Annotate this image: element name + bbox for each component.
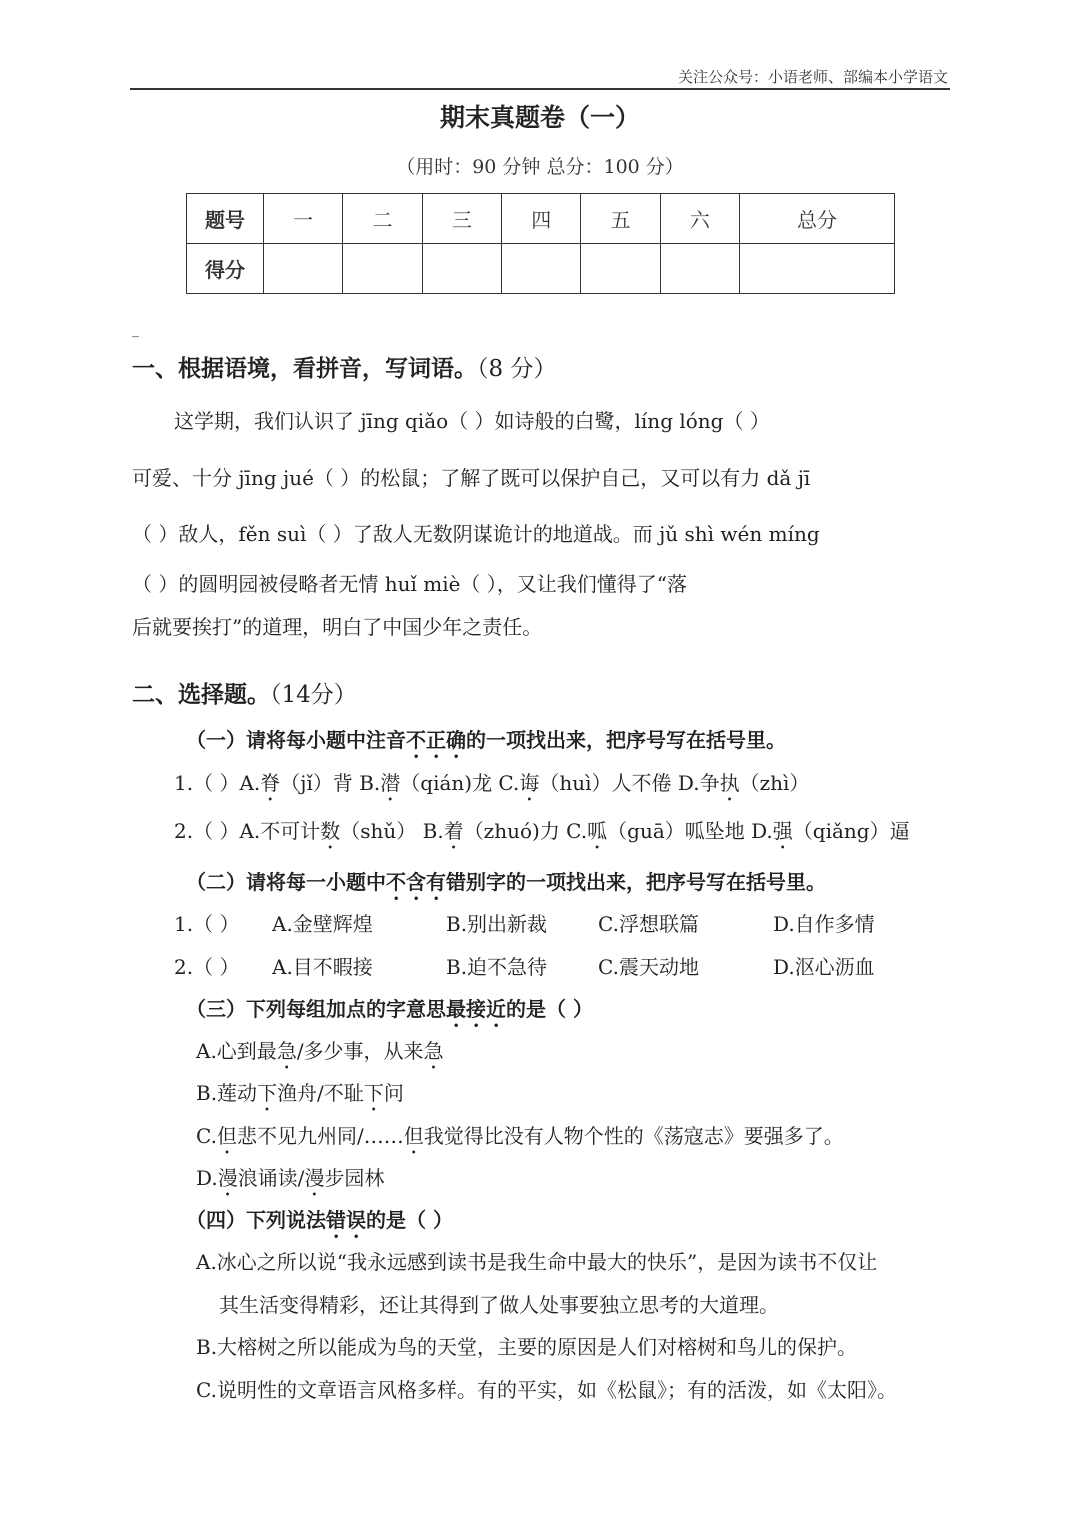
question-number-label: 题号 bbox=[187, 194, 264, 244]
section-1-heading bbox=[132, 350, 556, 383]
q-text: （qián)龙 C. bbox=[400, 771, 520, 795]
col-5: 五 bbox=[581, 194, 660, 244]
dotted-char: 数 bbox=[320, 819, 341, 843]
part-1-heading-pre: （一）请将每小题中注音 bbox=[186, 728, 406, 752]
col-total: 总分 bbox=[740, 194, 895, 244]
col-2: 二 bbox=[343, 194, 422, 244]
score-cell-total[interactable] bbox=[740, 244, 895, 294]
part-3-option-c bbox=[196, 1120, 844, 1159]
dotted-char: 潜 bbox=[380, 771, 401, 795]
dotted-char: 漫 bbox=[217, 1166, 238, 1190]
q-text: （huì）人不倦 D.争 bbox=[539, 771, 720, 795]
opt-text: 问 bbox=[383, 1081, 404, 1105]
score-cell-6[interactable] bbox=[660, 244, 739, 294]
part-4-heading-pre: （四）下列说法 bbox=[186, 1208, 326, 1232]
dotted-char: 但 bbox=[216, 1124, 237, 1148]
part-3-option-b bbox=[196, 1077, 404, 1116]
dotted-char: 呱 bbox=[587, 819, 608, 843]
part-4-heading bbox=[186, 1204, 453, 1243]
part-1-question-1 bbox=[174, 767, 809, 806]
dotted-char: 急 bbox=[276, 1039, 297, 1063]
page-title: 期末真题卷（一） bbox=[439, 103, 640, 132]
score-table bbox=[186, 193, 895, 294]
part-1-heading-post: 的一项找出来，把序号写在括号里。 bbox=[466, 728, 786, 752]
opt-text: 悲不见九州同/…… bbox=[236, 1124, 404, 1148]
section-2-title: 二、选择题。 bbox=[132, 682, 270, 708]
header-note: 关注公众号：小语老师、部编本小学语文 bbox=[677, 68, 948, 86]
score-table-score-row bbox=[187, 244, 895, 294]
part-2-q1-option-b: B.别出新裁 bbox=[446, 912, 548, 936]
part-2-q1-option-c: C.浮想联篇 bbox=[598, 912, 699, 936]
stray-mark: _ bbox=[132, 322, 139, 338]
part-2-q2-option-c: C.震天动地 bbox=[598, 955, 699, 979]
part-1-question-2 bbox=[174, 815, 910, 854]
section-2-points: （14分） bbox=[270, 682, 357, 708]
part-2-q2-option-b: B.迫不急待 bbox=[446, 955, 548, 979]
dotted-char: 着 bbox=[443, 819, 464, 843]
q-text: （shǔ） B. bbox=[340, 819, 444, 843]
opt-text: 我觉得比没有人物个性的《荡寇志》要强多了。 bbox=[423, 1124, 844, 1148]
q-text: （zhuó)力 C. bbox=[463, 819, 588, 843]
opt-text: B.莲动 bbox=[196, 1081, 258, 1105]
part-3-option-a bbox=[196, 1035, 444, 1074]
part-2-q2-option-a: A.目不暇接 bbox=[272, 955, 373, 979]
score-label: 得分 bbox=[187, 244, 264, 294]
part-3-heading-post: 的是（ ） bbox=[506, 997, 593, 1021]
part-2-q2-prefix: 2.（ ） bbox=[174, 955, 240, 979]
q-text: （qiǎng）逼 bbox=[792, 819, 910, 843]
section-2-heading bbox=[132, 676, 357, 709]
opt-text: 浪诵读/ bbox=[237, 1166, 305, 1190]
part-3-heading-pre: （三）下列每组加点的字意思 bbox=[186, 997, 446, 1021]
part-4-option-a-line-1: A.冰心之所以说“我永远感到读书是我生命中最大的快乐”，是因为读书不仅让 bbox=[196, 1250, 878, 1274]
part-1-heading bbox=[186, 724, 786, 763]
score-cell-5[interactable] bbox=[581, 244, 660, 294]
part-4-option-c: C.说明性的文章语言风格多样。有的平实，如《松鼠》；有的活泼，如《太阳》。 bbox=[196, 1378, 897, 1402]
part-4-heading-emphasis: 错误 bbox=[326, 1208, 366, 1232]
section-1-line-3: （ ）敌人，fěn suì（ ）了敌人无数阴谋诡计的地道战。而 jǔ shì wén míng bbox=[132, 522, 820, 546]
dotted-char: 但 bbox=[403, 1124, 424, 1148]
dotted-char: 强 bbox=[772, 819, 793, 843]
part-3-heading bbox=[186, 993, 593, 1032]
score-cell-3[interactable] bbox=[422, 244, 501, 294]
part-4-heading-post: 的是（ ） bbox=[366, 1208, 453, 1232]
part-1-heading-emphasis: 不正确 bbox=[406, 728, 466, 752]
part-3-heading-emphasis: 最接近 bbox=[446, 997, 506, 1021]
section-1-points: （8 分） bbox=[477, 356, 557, 382]
part-2-heading bbox=[186, 866, 826, 905]
part-2-q1-option-d: D.自作多情 bbox=[773, 912, 875, 936]
exam-info: （用时：90 分钟 总分：100 分） bbox=[396, 156, 684, 178]
part-2-heading-emphasis: 不含有 bbox=[386, 870, 446, 894]
part-2-q1-prefix: 1.（ ） bbox=[174, 912, 240, 936]
q-text: （zhì） bbox=[739, 771, 810, 795]
col-4: 四 bbox=[502, 194, 581, 244]
dotted-char: 诲 bbox=[519, 771, 540, 795]
opt-text: 步园林 bbox=[324, 1166, 385, 1190]
header-divider bbox=[130, 88, 950, 90]
dotted-char: 脊 bbox=[260, 771, 281, 795]
col-3: 三 bbox=[422, 194, 501, 244]
section-1-line-5: 后就要挨打”的道理，明白了中国少年之责任。 bbox=[132, 615, 543, 639]
part-2-heading-post: 错别字的一项找出来，把序号写在括号里。 bbox=[446, 870, 826, 894]
score-cell-4[interactable] bbox=[502, 244, 581, 294]
section-1-title: 一、根据语境，看拼音，写词语。 bbox=[132, 356, 477, 382]
dotted-char: 漫 bbox=[304, 1166, 325, 1190]
dotted-char: 执 bbox=[719, 771, 740, 795]
part-2-heading-pre: （二）请将每一小题中 bbox=[186, 870, 386, 894]
section-1-line-4: （ ）的圆明园被侵略者无情 huǐ miè（ ），又让我们懂得了“落 bbox=[132, 572, 688, 596]
part-3-option-d bbox=[196, 1162, 384, 1201]
dotted-char: 下 bbox=[363, 1081, 384, 1105]
q-text: 2.（ ）A.不可计 bbox=[174, 819, 321, 843]
q-text: （jǐ）背 B. bbox=[280, 771, 381, 795]
part-2-q1-option-a: A.金壁辉煌 bbox=[272, 912, 373, 936]
opt-text: /多少事，从来 bbox=[296, 1039, 424, 1063]
opt-text: C. bbox=[196, 1124, 217, 1148]
part-2-q2-option-d: D.沤心沥血 bbox=[773, 955, 875, 979]
part-4-option-a-line-2: 其生活变得精彩，还让其得到了做人处事要独立思考的大道理。 bbox=[219, 1293, 779, 1317]
dotted-char: 下 bbox=[257, 1081, 278, 1105]
score-table-header-row bbox=[187, 194, 895, 244]
section-1-line-1: 这学期，我们认识了 jīng qiǎo（ ）如诗般的白鹭，líng lóng（ ） bbox=[174, 409, 770, 433]
col-6: 六 bbox=[660, 194, 739, 244]
score-cell-2[interactable] bbox=[343, 244, 422, 294]
col-1: 一 bbox=[264, 194, 343, 244]
q-text: 1.（ ）A. bbox=[174, 771, 261, 795]
opt-text: A.心到最 bbox=[196, 1039, 277, 1063]
dotted-char: 急 bbox=[423, 1039, 444, 1063]
q-text: （guā）呱坠地 D. bbox=[607, 819, 773, 843]
score-cell-1[interactable] bbox=[264, 244, 343, 294]
opt-text: 渔舟/不耻 bbox=[277, 1081, 364, 1105]
opt-text: D. bbox=[196, 1166, 218, 1190]
part-4-option-b: B.大榕树之所以能成为鸟的天堂，主要的原因是人们对榕树和鸟儿的保护。 bbox=[196, 1335, 858, 1359]
section-1-line-2: 可爱、十分 jīng jué（ ）的松鼠；了解了既可以保护自己，又可以有力 dǎ jī bbox=[132, 466, 811, 490]
